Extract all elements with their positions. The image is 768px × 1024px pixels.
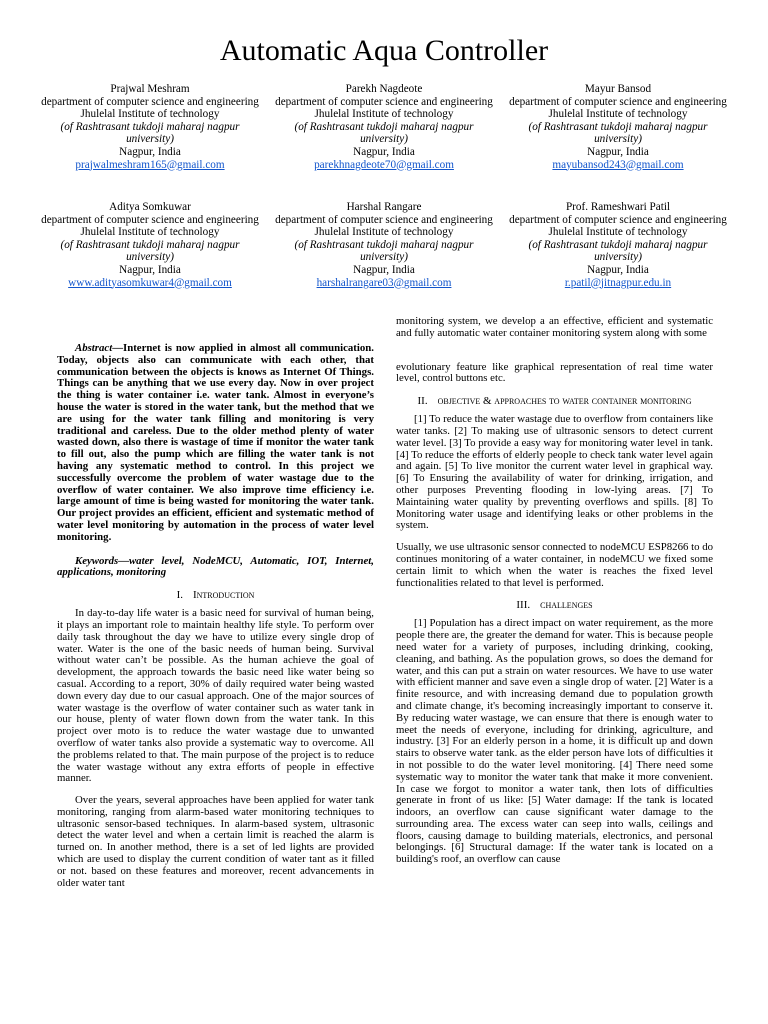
abstract bbox=[57, 343, 374, 544]
author-affiliation: (of Rashtrasant tukdoji maharaj nagpur university) bbox=[294, 120, 474, 146]
author-affiliation: (of Rashtrasant tukdoji maharaj nagpur university) bbox=[60, 238, 240, 264]
paragraph: monitoring system, we develop a an effective, efficient and systematic and fully automatic water container monitoring system along with some bbox=[396, 315, 713, 339]
author-name: Prof. Rameshwari Patil bbox=[565, 201, 671, 213]
author-email-link[interactable]: parekhnagdeote70@gmail.com bbox=[314, 158, 454, 171]
paragraph: Usually, we use ultrasonic sensor connected to nodeMCU ESP8266 to do continues monitoring of a water container, in nodeMCU we fixed some certain limit to which when the water is reaches the fixed level functionalities related to that level is performed. bbox=[396, 541, 713, 589]
section-heading-challenges: III. challenges bbox=[516, 599, 593, 612]
right-column bbox=[396, 316, 713, 866]
section-heading-objective: II. objective & approaches to water container monitoring bbox=[417, 395, 692, 408]
author-location: Nagpur, India bbox=[353, 145, 415, 158]
author-email-link[interactable]: mayubansod243@gmail.com bbox=[552, 158, 684, 171]
author-inst: Jhulelal Institute of technology bbox=[314, 226, 454, 239]
abstract-text: —Internet is now applied in almost all communication. Today, objects also can communicate with each other, that communication between the objects is knows as Internet Of Things. Things can be anything that we use every day. Now in over project the thing is water container i.e. water tank. Almost in everyone’s house the water is stored in the water tank, but the method that we are using for the water tank filling and monitoring is very traditional and careless. Due to the older method plenty of water wasted down, also there is wastage of time if monitor the water tank to fill out, also the pump which are filling the water tank is not having any systematic method to control. In this project we successfully overcome the problem of water wastage due to the overflow of water container. We also improve time efficiency i.e. large amount of time is being wasted for monitoring the water tank. Our project provides an efficient, efficient and systematic method of water level monitoring by automation in the process of water level monitoring. bbox=[57, 342, 374, 543]
author-dept: department of computer science and engineering bbox=[509, 95, 727, 108]
author-inst: Jhulelal Institute of technology bbox=[80, 226, 220, 239]
author-row-2 bbox=[40, 201, 728, 289]
paragraph: [1] To reduce the water wastage due to overflow from containers like water tanks. [2] To making use of ultrasonic sensors to detect current water level. [3] To provide a easy way for monitoring water level in tank. [4] To reduce the efforts of elderly people to check tank water level again and again. [5] To live monitor the current water level in graphical way. [6] To Ensuring the availability of water for drinking, irrigation, and other purposes Preventing flooding in low-lying areas. [7] To Maintaining water quality by preventing overflows and spills. [8] To Monitoring water usage and identifying leaks or other problems in the system. bbox=[396, 413, 713, 532]
keywords: Keywords—water level, NodeMCU, Automatic, IOT, Internet, applications, monitoring bbox=[57, 554, 374, 579]
author-email-link[interactable]: harshalrangare03@gmail.com bbox=[316, 276, 452, 289]
author-inst: Jhulelal Institute of technology bbox=[80, 108, 220, 121]
author-block bbox=[508, 201, 728, 289]
left-column bbox=[57, 316, 374, 889]
author-dept: department of computer science and engineering bbox=[275, 213, 493, 226]
author-location: Nagpur, India bbox=[587, 145, 649, 158]
author-block bbox=[508, 83, 728, 171]
author-inst: Jhulelal Institute of technology bbox=[314, 108, 454, 121]
author-dept: department of computer science and engineering bbox=[41, 213, 259, 226]
author-block bbox=[274, 201, 494, 289]
author-name: Mayur Bansod bbox=[584, 83, 652, 95]
author-inst: Jhulelal Institute of technology bbox=[548, 108, 688, 121]
paragraph: evolutionary feature like graphical representation of real time water level, control buttons etc. bbox=[396, 360, 713, 385]
author-name: Parekh Nagdeote bbox=[345, 83, 423, 95]
author-email-link[interactable]: r.patil@jitnagpur.edu.in bbox=[564, 276, 672, 289]
author-block bbox=[40, 83, 260, 171]
author-block bbox=[40, 201, 260, 289]
author-name: Aditya Somkuwar bbox=[109, 201, 191, 213]
author-row-1 bbox=[40, 83, 728, 171]
author-location: Nagpur, India bbox=[587, 263, 649, 276]
author-dept: department of computer science and engineering bbox=[41, 95, 259, 108]
author-affiliation: (of Rashtrasant tukdoji maharaj nagpur university) bbox=[528, 120, 708, 146]
author-inst: Jhulelal Institute of technology bbox=[548, 226, 688, 239]
author-location: Nagpur, India bbox=[353, 263, 415, 276]
author-email-link[interactable]: prajwalmeshram165@gmail.com bbox=[75, 158, 225, 171]
section-heading-introduction: I. Introduction bbox=[176, 589, 255, 602]
author-affiliation: (of Rashtrasant tukdoji maharaj nagpur university) bbox=[60, 120, 240, 146]
author-dept: department of computer science and engineering bbox=[509, 213, 727, 226]
paragraph: [1] Population has a direct impact on water requirement, as the more people there are, the greater the demand for water. This is because people need water for a variety of purposes, including drinking, cooking, cleaning, and bathing. As the population grows, so does the demand for water, and this can put a strain on water resources. We have to use water with efficient manner and save even a single drop of water. [2] Water is a finite resource, and with increasing demand due to population growth and climate change, it's becoming increasingly important to conserve it. By reducing water wastage, we can ensure that there is enough water to meet the needs of everyone, including for drinking, agriculture, and industry. [3] For an elderly person in a home, it is difficult up and down stairs to observe water tank. as the elder person have lots of difficulties it in not possible to do the water level monitoring. [4] There need some systematic way to monitor the water tank that make it more convenient. In case we forgot to monitor a water tank, then lots of difficulties generate in front of us like: [5] Water damage: If the tank is located indoors, an overflow can cause significant water damage to the surrounding area. The excess water can seep into walls, ceilings and floors, causing damage to building materials, electronics, and personal belongings. [6] Structural damage: If the water tank is located on a building's roof, an overflow can cause bbox=[396, 617, 713, 866]
author-name: Prajwal Meshram bbox=[110, 83, 190, 95]
author-affiliation: (of Rashtrasant tukdoji maharaj nagpur university) bbox=[294, 238, 474, 264]
author-email-link[interactable]: www.adityasomkuwar4@gmail.com bbox=[68, 276, 232, 289]
abstract-label: Abstract bbox=[75, 342, 113, 354]
author-location: Nagpur, India bbox=[119, 263, 181, 276]
paragraph: Over the years, several approaches have been applied for water tank monitoring, ranging from alarm-based water monitoring techniques to ultrasonic sensor-based techniques. In alarm-based system, ultrasonic detect the water level and when a certain limit is reached the alarm is turned on. In another method, there is a set of led lights are provided which are used to display the current condition of water tant as it filled or not. based on these features and moreover, recent advancements in older water tant bbox=[57, 794, 374, 889]
author-name: Harshal Rangare bbox=[346, 201, 422, 213]
author-location: Nagpur, India bbox=[119, 145, 181, 158]
author-affiliation: (of Rashtrasant tukdoji maharaj nagpur university) bbox=[528, 238, 708, 264]
paragraph: In day-to-day life water is a basic need for survival of human being, it plays an important role to maintain healthy life style. To perform over daily task throughout the day we have to utilize every single drop of water. Water is the one of the basic needs of human being. Survival without water can’t be possible. As the human achieve the goal of development, the approach towards the basic need like water being so casual. According to a report, 30% of daily required water being wasted down every day due to our casual approach. One of the major sources of water wastage is the overflow of water container such as water tank in our house, plenty of water flown down from the water tank. In this project over moto is to reduce the water wastage due to unwanted overflow of water tanks also provide a systematic way to overcome. All the problems related to that. The main purpose of the project is to reduce the water wastage without any extra efforts of people in effective manner. bbox=[57, 607, 374, 785]
author-block bbox=[274, 83, 494, 171]
paper-title: Automatic Aqua Controller bbox=[219, 34, 549, 67]
author-dept: department of computer science and engineering bbox=[275, 95, 493, 108]
